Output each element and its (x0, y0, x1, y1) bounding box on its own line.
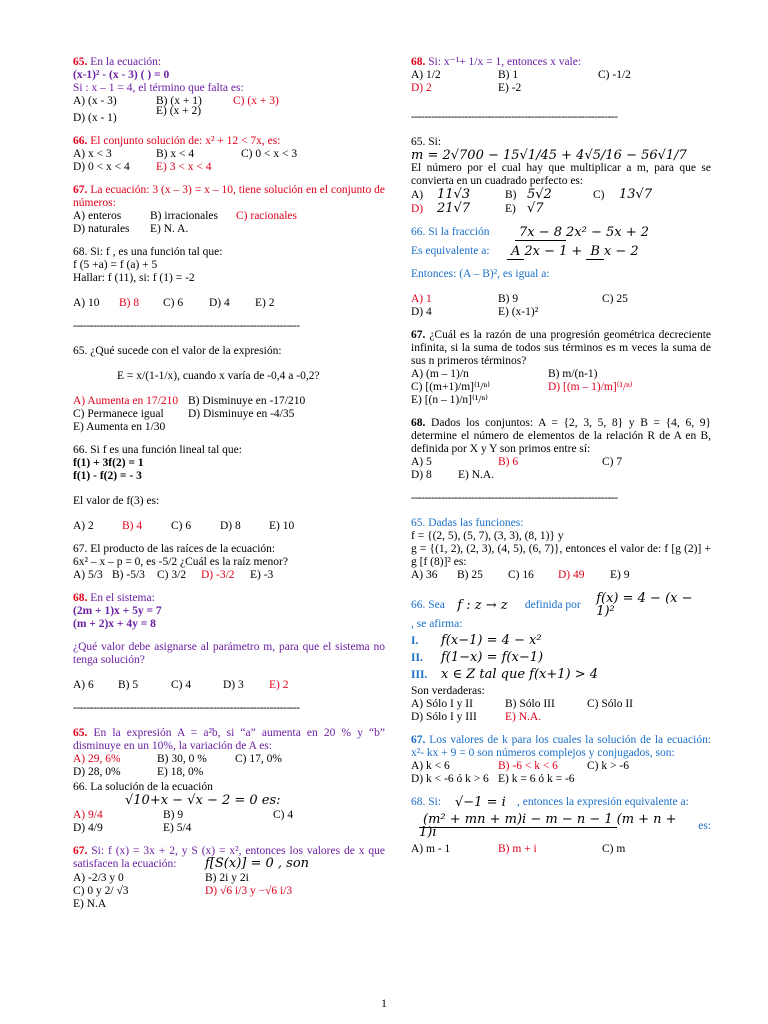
question-68-x-vale (411, 56, 711, 95)
question-text: 65. Dadas las funciones: (411, 517, 524, 529)
option-d: D) 4/9 (73, 822, 103, 834)
option-e: E) Aumenta en 1/30 (73, 421, 166, 433)
statement-i: f(x−1) = 4 − x² (441, 633, 542, 648)
question-66-conjunto (73, 135, 385, 174)
option-d: D) 0 < x < 4 (73, 161, 130, 173)
question-65-ecuacion (73, 56, 385, 125)
fraction-a (507, 245, 567, 258)
question-number: 67. (411, 734, 426, 746)
question-number: 68. (411, 56, 426, 68)
option-b: B) Disminuye en -17/210 (188, 395, 306, 407)
option-e-label: E) (505, 203, 516, 215)
option-d: D) naturales (73, 223, 130, 235)
option-b: B) 2i y 2i (205, 872, 249, 884)
option-e: E) N. A. (150, 223, 189, 235)
option-b: B) 1 (498, 69, 519, 81)
page-number: 1 (381, 998, 387, 1010)
function-rule: f(x) = 4 − (x − 1)² (596, 591, 693, 619)
option-a: A) 5/3 (73, 569, 103, 581)
question-number: 66. (73, 135, 88, 147)
statement-ii: f(1−x) = f(x−1) (441, 650, 544, 665)
option-d: D) k < -6 ó k > 6 (411, 773, 489, 785)
question-68-expresion (411, 796, 711, 856)
option-c-label: C) (593, 189, 605, 201)
option-b: B) irracionales (150, 210, 219, 222)
option-e: E) 2 (269, 679, 289, 691)
question-text: Hallar: f (11), si: f (1) = -2 (73, 272, 195, 284)
equation-composite: f[S(x)] = 0 , son (205, 856, 310, 871)
option-d: D) 8 (411, 469, 432, 481)
separator: -------------------------------------------------------------- (411, 492, 618, 504)
option-e: E) 2 (255, 297, 275, 309)
option-a-value: 11√3 (437, 187, 471, 202)
option-d: D) 3 (223, 679, 244, 691)
option-c: C) m (602, 843, 626, 855)
option-e: E) N.A (73, 898, 107, 910)
fraction (515, 226, 649, 239)
question-67-composicion (73, 845, 385, 911)
question-text: 65. ¿Qué sucede con el valor de la expresión: (73, 345, 282, 357)
question-text: Son verdaderas: (411, 685, 485, 697)
question-text: g = {(1, 2), (2, 3), (4, 5), (6, 7)}, entonces el valor de: f [g (2)] + g [f (8)]² es: (411, 543, 711, 568)
option-e: E) N.A. (505, 711, 542, 723)
option-e: E) 5/4 (163, 822, 192, 834)
question-number: 65. (73, 56, 88, 68)
option-c: C) k > -6 (587, 760, 629, 772)
option-a: A) (m – 1)/n (411, 368, 469, 380)
option-a: A) k < 6 (411, 760, 450, 772)
question-text: , entonces la expresión equivalente a: (517, 796, 689, 808)
question-text: 66. Si f es una función lineal tal que: (73, 444, 242, 456)
option-a: A) 6 (73, 679, 94, 691)
option-d-value: 21√7 (437, 201, 471, 216)
question-text: f (5 +a) = f (a) + 5 (73, 259, 158, 271)
question-text: Dados los conjuntos: A = {2, 3, 5, 8} y B = {4, 6, 9} determine el número de elementos de la relación R de A en B, definida por X y Y son primos entre sí: (411, 417, 711, 455)
left-column (73, 56, 385, 921)
option-c: C) [(m+1)/m]⁽¹/ⁿ⁾ (411, 381, 490, 393)
option-c: C) 3/2 (157, 569, 187, 581)
option-b: B) 9 (163, 809, 184, 821)
question-68-funcion (73, 246, 385, 310)
equation: f(1) - f(2) = - 3 (73, 470, 142, 482)
question-text: Es equivalente a: (411, 245, 490, 257)
question-number: 67. (73, 845, 88, 857)
option-a-label: A) (411, 189, 424, 201)
option-a: A) 2 (73, 520, 94, 532)
option-b: B) 9 (498, 293, 519, 305)
option-c: C) 7 (602, 456, 623, 468)
option-e: E) (x + 2) (156, 105, 202, 117)
option-b: B) (x + 1) (156, 95, 202, 107)
question-65-funciones (411, 517, 711, 582)
question-text: En la ecuación: (90, 56, 162, 68)
option-a: A) 29, 6% (73, 753, 121, 765)
function-def: f : z → z (457, 597, 508, 613)
option-c: C) 6 (171, 520, 192, 532)
option-c: C) Permanece igual (73, 408, 164, 420)
option-b: B) Sólo III (505, 698, 555, 710)
option-e: E) [(n – 1)/n]⁽¹/ⁿ⁾ (411, 394, 488, 406)
question-text: 66. Si la fracción (411, 226, 490, 238)
question-text: Si : x – 1 = 4, el término que falta es: (73, 82, 244, 94)
question-text: La ecuación: 3 (x – 3) = x – 10, tiene solución en el conjunto de números: (73, 184, 386, 209)
option-a: A) 9/4 (73, 809, 103, 821)
option-d: D) 8 (220, 520, 241, 532)
option-a: A) 1/2 (411, 69, 441, 81)
question-text: , se afirma: (411, 618, 463, 630)
option-b-value: 5√2 (527, 187, 552, 202)
question-67-ecuacion (73, 184, 385, 236)
statement-iii: x ∈ Z tal que f(x+1) > 4 (441, 667, 599, 682)
option-a: A) 36 (411, 569, 438, 581)
question-66-solucion (73, 781, 385, 835)
option-a: A) m - 1 (411, 843, 451, 855)
question-66-fraccion (411, 226, 711, 319)
option-a: A) Aumenta en 17/210 (73, 395, 179, 407)
option-b: B) -6 < k < 6 (498, 760, 558, 772)
question-text: Si: f (x) = 3x + 2, y S (x) = x², entonces los valores de x que satisfacen la ecuación: (73, 845, 385, 870)
question-text: El conjunto solución de: x² + 12 < 7x, es: (90, 135, 281, 147)
option-b: B) 5 (118, 679, 139, 691)
question-66-funcion-lineal (73, 444, 385, 533)
option-b: B) 25 (457, 569, 483, 581)
option-a: A) Sólo I y II (411, 698, 473, 710)
option-c: C) 4 (273, 809, 294, 821)
option-d: D) [(m – 1)/m]⁽¹/ⁿ⁾ (548, 381, 633, 393)
option-c: C) 6 (163, 297, 184, 309)
fraction-denominator: 2x² − 5x + 2 (566, 225, 650, 240)
option-c-value: 13√7 (619, 187, 653, 202)
statement-ii-label: II. (411, 652, 423, 664)
option-e: E) (x-1)² (498, 306, 539, 318)
equation-i: √−1 = i (455, 795, 506, 810)
fraction-denominator: 2x − 1 (524, 244, 568, 259)
option-a: A) -2/3 y 0 (73, 872, 124, 884)
question-number: 68. (73, 592, 88, 604)
fraction-numerator: B (586, 244, 604, 260)
question-66-sea-f (411, 592, 711, 724)
question-67-progresion (411, 329, 711, 407)
option-e: E) 3 < x < 4 (156, 161, 212, 173)
question-67-complejos (411, 734, 711, 786)
option-c: C) 25 (602, 293, 628, 305)
fraction-denominator: x − 2 (603, 244, 639, 259)
question-number: 68. (411, 417, 426, 429)
option-c: C) racionales (236, 210, 297, 222)
equation-radicals: √10+x − √x − 2 = 0 es: (125, 793, 281, 808)
option-b: B) -5/3 (112, 569, 145, 581)
option-b: B) 8 (119, 297, 140, 309)
option-c: C) -1/2 (598, 69, 631, 81)
option-e: E) -3 (250, 569, 274, 581)
option-c: C) 17, 0% (235, 753, 282, 765)
separator: -------------------------------------------------------------- (411, 111, 618, 123)
question-text: El número por el cual hay que multiplicar a m, para que se convierta en un cuadrado perfecto es: (411, 162, 711, 187)
option-b: B) 30, 0 % (157, 753, 207, 765)
fraction-numerator: A (507, 244, 524, 260)
option-b: B) 6 (498, 456, 519, 468)
option-e: E) 9 (610, 569, 630, 581)
question-text: Si: x⁻¹+ 1/x = 1, entonces x vale: (428, 56, 582, 68)
option-d: D) Disminuye en -4/35 (188, 408, 295, 420)
question-68-conjuntos (411, 417, 711, 482)
question-text: El valor de f(3) es: (73, 495, 160, 507)
question-text: Los valores de k para los cuales la solución de la ecuación: x²- kx + 9 = 0 son números complejos y conjugados, son: (411, 734, 712, 759)
option-a: A) x < 3 (73, 148, 112, 160)
question-65-cuadrado-perfecto (411, 136, 711, 216)
plus-sign: + (571, 244, 583, 259)
question-text: 66. La solución de la ecuación (73, 781, 213, 793)
option-b: B) x < 4 (156, 148, 195, 160)
question-text: definida por (524, 598, 581, 611)
separator: -------------------------------------------------------------------- (73, 702, 300, 714)
option-c: C) 0 y 2/ √3 (73, 885, 129, 897)
option-b: B) m + i (498, 843, 537, 855)
question-number: 67. (411, 329, 426, 341)
question-text: f = {(2, 5), (5, 7), (3, 3), (8, 1)} y (411, 530, 564, 542)
question-text: Entonces: (A – B)², es igual a: (411, 268, 550, 280)
question-65-variacion (73, 727, 385, 779)
option-c: C) (x + 3) (233, 95, 279, 107)
question-text: 68. Si: f , es una función tal que: (73, 246, 223, 258)
option-e: E) N.A. (458, 469, 495, 481)
fraction-denominator: (m + n + 1)i (419, 812, 677, 840)
fraction-numerator: (m² + mn + m)i − m − n − 1 (419, 812, 617, 828)
option-d-label: D) (411, 203, 424, 215)
option-d: D) Sólo I y III (411, 711, 477, 723)
question-text: En la expresión A = a²b, si “a” aumenta en 20 % y “b” disminuye en un 10%, la variación de A es: (73, 727, 386, 752)
option-d: D) -3/2 (201, 569, 235, 581)
equation-m: m = 2√700 − 15√1/45 + 4√5/16 − 56√1/7 (411, 148, 687, 163)
option-d: D) 49 (558, 569, 585, 581)
expression: E = x/(1-1/x), cuando x varía de -0,4 a -0,2? (117, 370, 320, 382)
statement-iii-label: III. (411, 669, 428, 681)
question-text: 67. El producto de las raíces de la ecuación: (73, 543, 276, 555)
option-c: C) 4 (171, 679, 192, 691)
question-text: ¿Cuál es la razón de una progresión geométrica decreciente infinita, si la suma de todos sus términos es m veces la suma de sus n primeros términos? (411, 329, 712, 367)
question-text: En el sistema: (90, 592, 155, 604)
option-a: A) 5 (411, 456, 432, 468)
option-b: B) 4 (122, 520, 143, 532)
option-c: C) 16 (508, 569, 534, 581)
question-65-expresion (73, 345, 385, 434)
question-68-sistema (73, 592, 385, 692)
question-text: 66. Sea (411, 598, 445, 611)
question-number: 67. (73, 184, 88, 196)
question-number: 65. (73, 727, 88, 739)
right-column (411, 56, 711, 866)
question-text: 68. Si: (411, 796, 442, 808)
option-c: C) Sólo II (587, 698, 633, 710)
option-b-label: B) (505, 189, 517, 201)
option-a: A) enteros (73, 210, 122, 222)
option-b: B) m/(n-1) (548, 368, 598, 380)
equation: (2m + 1)x + 5y = 7 (73, 605, 162, 617)
option-d: D) 2 (411, 82, 432, 94)
question-text: 6x² – x – p = 0, es -5/2 ¿Cuál es la raíz menor? (73, 556, 288, 568)
option-e-value: √7 (527, 201, 544, 216)
question-67-producto-raices (73, 543, 385, 582)
question-text: 65. Si: (411, 136, 442, 148)
fraction-numerator: 7x − 8 (515, 225, 566, 241)
fraction-b (586, 245, 638, 258)
equation: f(1) + 3f(2) = 1 (73, 457, 144, 469)
option-d: D) (x - 1) (73, 112, 117, 124)
statement-i-label: I. (411, 635, 419, 647)
option-d: D) 4 (209, 297, 230, 309)
fraction-expression (419, 813, 688, 839)
separator: -------------------------------------------------------------------- (73, 320, 300, 332)
option-e: E) 10 (269, 520, 295, 532)
option-d: D) √6 i/3 y −√6 i/3 (205, 885, 293, 897)
option-c: C) 0 < x < 3 (241, 148, 298, 160)
option-a: A) 1 (411, 293, 432, 305)
option-d: D) 28, 0% (73, 766, 121, 778)
option-e: E) k = 6 ó k = -6 (498, 773, 575, 785)
equation: (x-1)² - (x - 3) ( ) = 0 (73, 69, 170, 81)
option-d: D) 4 (411, 306, 432, 318)
option-e: E) -2 (498, 82, 522, 94)
equation: (m + 2)x + 4y = 8 (73, 618, 156, 630)
option-a: A) (x - 3) (73, 95, 117, 107)
question-text: ¿Qué valor debe asignarse al parámetro m, para que el sistema no tenga solución? (73, 641, 385, 666)
option-e: E) 18, 0% (157, 766, 204, 778)
option-a: A) 10 (73, 297, 100, 309)
question-text: es: (698, 819, 711, 832)
